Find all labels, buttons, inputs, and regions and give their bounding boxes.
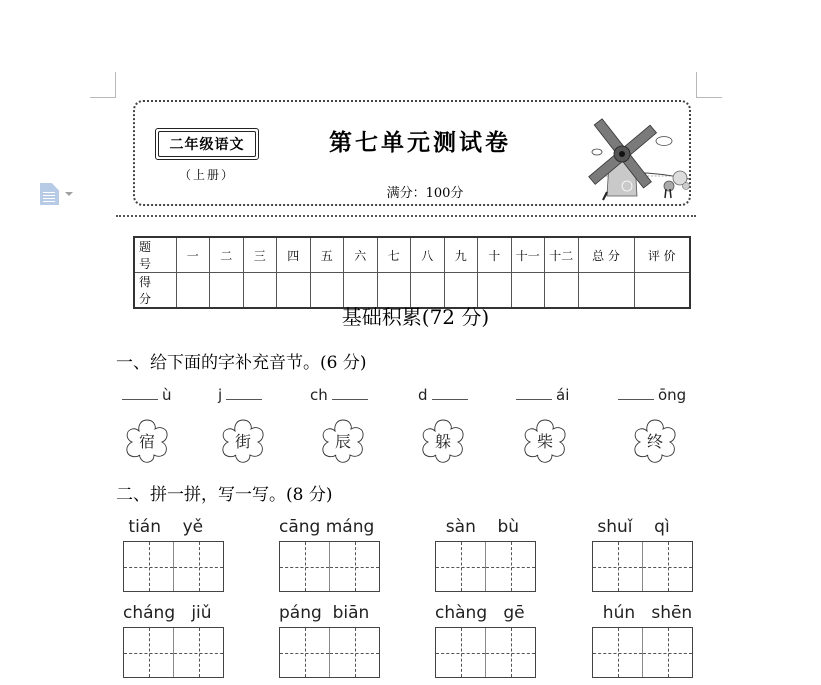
pinyin-part: ái bbox=[556, 386, 570, 404]
word-pinyin: shuǐ qì bbox=[592, 517, 670, 537]
pinyin-item bbox=[310, 386, 370, 468]
col-header: 三 bbox=[243, 237, 277, 273]
answer-blank[interactable] bbox=[516, 386, 552, 400]
col-header: 十二 bbox=[545, 237, 579, 273]
writing-grid[interactable] bbox=[435, 627, 536, 678]
col-header: 四 bbox=[277, 237, 311, 273]
word-pinyin: páng biān bbox=[279, 603, 370, 623]
writing-grid[interactable] bbox=[279, 541, 380, 592]
row-label-score: 得 分 bbox=[134, 273, 176, 309]
row-label-question-number: 题 号 bbox=[134, 237, 176, 273]
word-pinyin: cāng máng bbox=[279, 517, 375, 537]
pinyin-item bbox=[122, 386, 182, 468]
word-pinyin: sàn bù bbox=[435, 517, 520, 537]
answer-blank[interactable] bbox=[332, 386, 368, 400]
score-table-header-row bbox=[134, 237, 690, 273]
hanzi-character: 辰 bbox=[334, 432, 351, 451]
col-header-evaluation: 评 价 bbox=[634, 237, 690, 273]
pinyin-item bbox=[618, 386, 687, 468]
separator-line bbox=[116, 215, 696, 217]
hanzi-character: 柴 bbox=[536, 432, 553, 451]
col-header: 五 bbox=[310, 237, 344, 273]
writing-grid[interactable] bbox=[592, 541, 693, 592]
document-icon bbox=[40, 183, 59, 205]
hanzi-character: 终 bbox=[646, 432, 663, 451]
pinyin-part: ù bbox=[162, 386, 172, 404]
col-header: 二 bbox=[210, 237, 244, 273]
chevron-down-icon bbox=[65, 192, 73, 196]
page-corner-mark-right bbox=[696, 72, 722, 98]
hanzi-character: 街 bbox=[234, 432, 251, 451]
full-score: 满分：100分 bbox=[386, 186, 464, 201]
document-menu-button[interactable] bbox=[40, 182, 80, 206]
writing-grid[interactable] bbox=[592, 627, 693, 678]
volume-label: （上册） bbox=[178, 168, 235, 182]
col-header: 八 bbox=[411, 237, 445, 273]
col-header: 一 bbox=[176, 237, 210, 273]
writing-grid[interactable] bbox=[279, 627, 380, 678]
col-header: 十一 bbox=[511, 237, 545, 273]
answer-blank[interactable] bbox=[618, 386, 654, 400]
pinyin-item bbox=[418, 386, 478, 468]
answer-blank[interactable] bbox=[122, 386, 158, 400]
word-pinyin: tián yě bbox=[123, 517, 204, 537]
pinyin-item bbox=[516, 386, 576, 468]
word-pinyin: chàng gē bbox=[435, 603, 525, 623]
hanzi-character: 宿 bbox=[138, 432, 155, 451]
col-header: 六 bbox=[344, 237, 378, 273]
pinyin-part: d bbox=[418, 386, 428, 404]
pinyin-part: ch bbox=[310, 386, 328, 404]
answer-blank[interactable] bbox=[432, 386, 468, 400]
pinyin-item bbox=[218, 386, 278, 468]
section-heading: 基础积累(72 分) bbox=[341, 305, 490, 329]
score-table bbox=[133, 236, 691, 309]
answer-blank[interactable] bbox=[226, 386, 262, 400]
word-pinyin: cháng jiǔ bbox=[123, 603, 212, 623]
question-1-title: 一、给下面的字补充音节。(6 分) bbox=[116, 353, 367, 373]
exam-header bbox=[133, 100, 691, 206]
writing-grid[interactable] bbox=[123, 627, 224, 678]
col-header-total: 总 分 bbox=[578, 237, 634, 273]
col-header: 十 bbox=[478, 237, 512, 273]
exam-title: 第七单元测试卷 bbox=[329, 130, 511, 156]
page-corner-mark-left bbox=[90, 72, 116, 98]
writing-grid[interactable] bbox=[123, 541, 224, 592]
hanzi-character: 躲 bbox=[434, 432, 451, 451]
writing-grid[interactable] bbox=[435, 541, 536, 592]
word-pinyin: hún shēn bbox=[592, 603, 693, 623]
col-header: 九 bbox=[444, 237, 478, 273]
pinyin-part: j bbox=[218, 386, 223, 404]
grade-badge-text: 二年级语文 bbox=[158, 131, 256, 157]
question-2-title: 二、拼一拼，写一写。(8 分) bbox=[116, 485, 333, 505]
grade-badge bbox=[155, 128, 259, 160]
col-header: 七 bbox=[377, 237, 411, 273]
windmill-illustration-icon bbox=[587, 106, 693, 202]
pinyin-part: ōng bbox=[658, 386, 687, 404]
